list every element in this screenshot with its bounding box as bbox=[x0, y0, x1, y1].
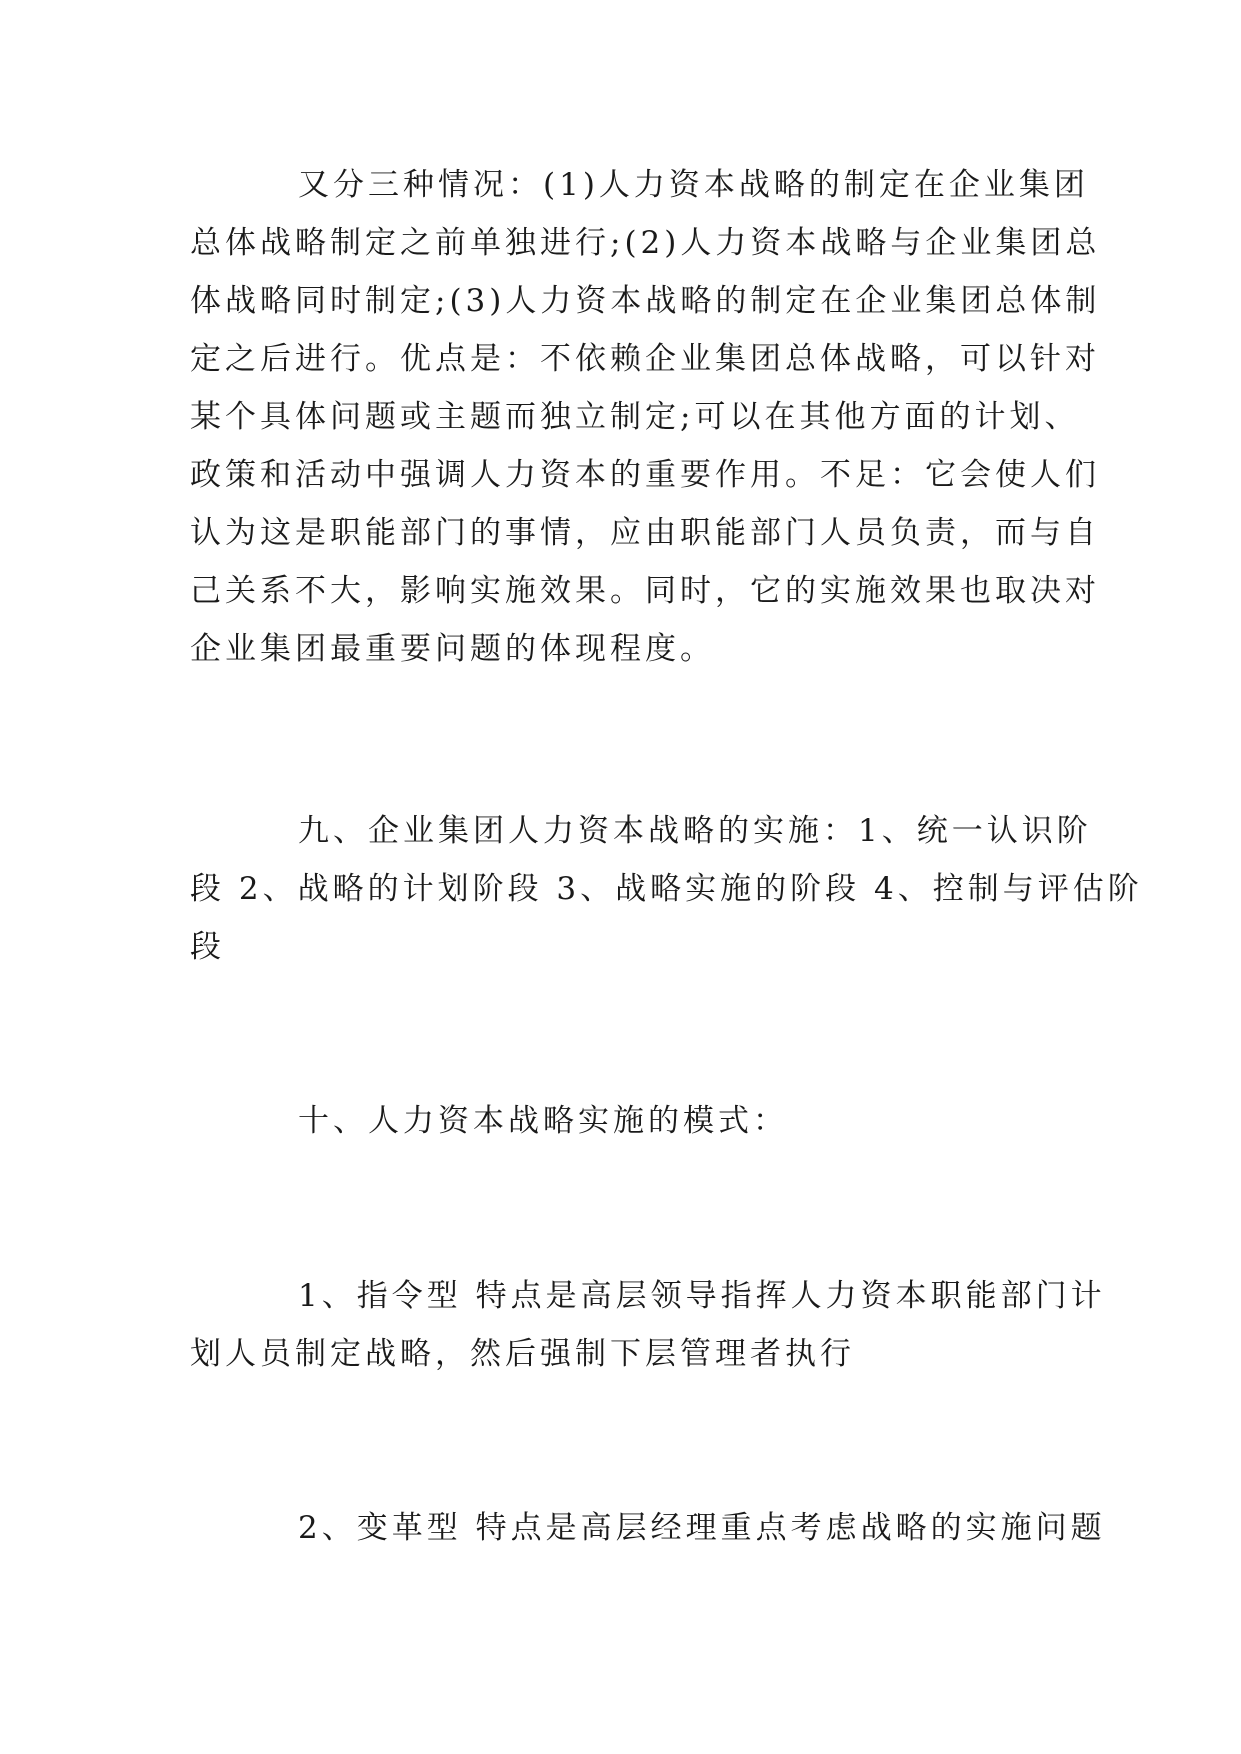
text-line: 体战略同时制定;(3)人力资本战略的制定在企业集团总体制 bbox=[190, 283, 1101, 319]
paragraph-hr-strategy-situations bbox=[190, 156, 1101, 678]
mode-transformational bbox=[190, 1499, 1106, 1557]
text-line: 己关系不大，影响实施效果。同时，它的实施效果也取决对 bbox=[190, 573, 1100, 609]
text-line: 总体战略制定之前单独进行;(2)人力资本战略与企业集团总 bbox=[190, 225, 1101, 261]
text-line: 某个具体问题或主题而独立制定;可以在其他方面的计划、 bbox=[190, 399, 1080, 435]
text-line: 段 bbox=[190, 929, 225, 965]
text-line: 定之后进行。优点是：不依赖企业集团总体战略，可以针对 bbox=[190, 341, 1100, 377]
text-line: 划人员制定战略，然后强制下层管理者执行 bbox=[190, 1336, 855, 1372]
text-line: 十、人力资本战略实施的模式： bbox=[298, 1103, 788, 1139]
section-ten-heading bbox=[190, 1092, 1060, 1150]
mode-directive bbox=[190, 1267, 1106, 1383]
text-line: 又分三种情况：(1)人力资本战略的制定在企业集团 bbox=[298, 167, 1089, 203]
section-nine-implementation bbox=[190, 802, 1143, 976]
text-line: 企业集团最重要问题的体现程度。 bbox=[190, 631, 715, 667]
text-line: 段 2、战略的计划阶段 3、战略实施的阶段 4、控制与评估阶 bbox=[190, 871, 1143, 907]
text-line: 1、指令型 特点是高层领导指挥人力资本职能部门计 bbox=[298, 1278, 1106, 1314]
text-line: 政策和活动中强调人力资本的重要作用。不足：它会使人们 bbox=[190, 457, 1100, 493]
text-line: 九、企业集团人力资本战略的实施：1、统一认识阶 bbox=[298, 813, 1092, 849]
text-line: 认为这是职能部门的事情，应由职能部门人员负责，而与自 bbox=[190, 515, 1100, 551]
text-line: 2、变革型 特点是高层经理重点考虑战略的实施问题 bbox=[298, 1510, 1106, 1546]
